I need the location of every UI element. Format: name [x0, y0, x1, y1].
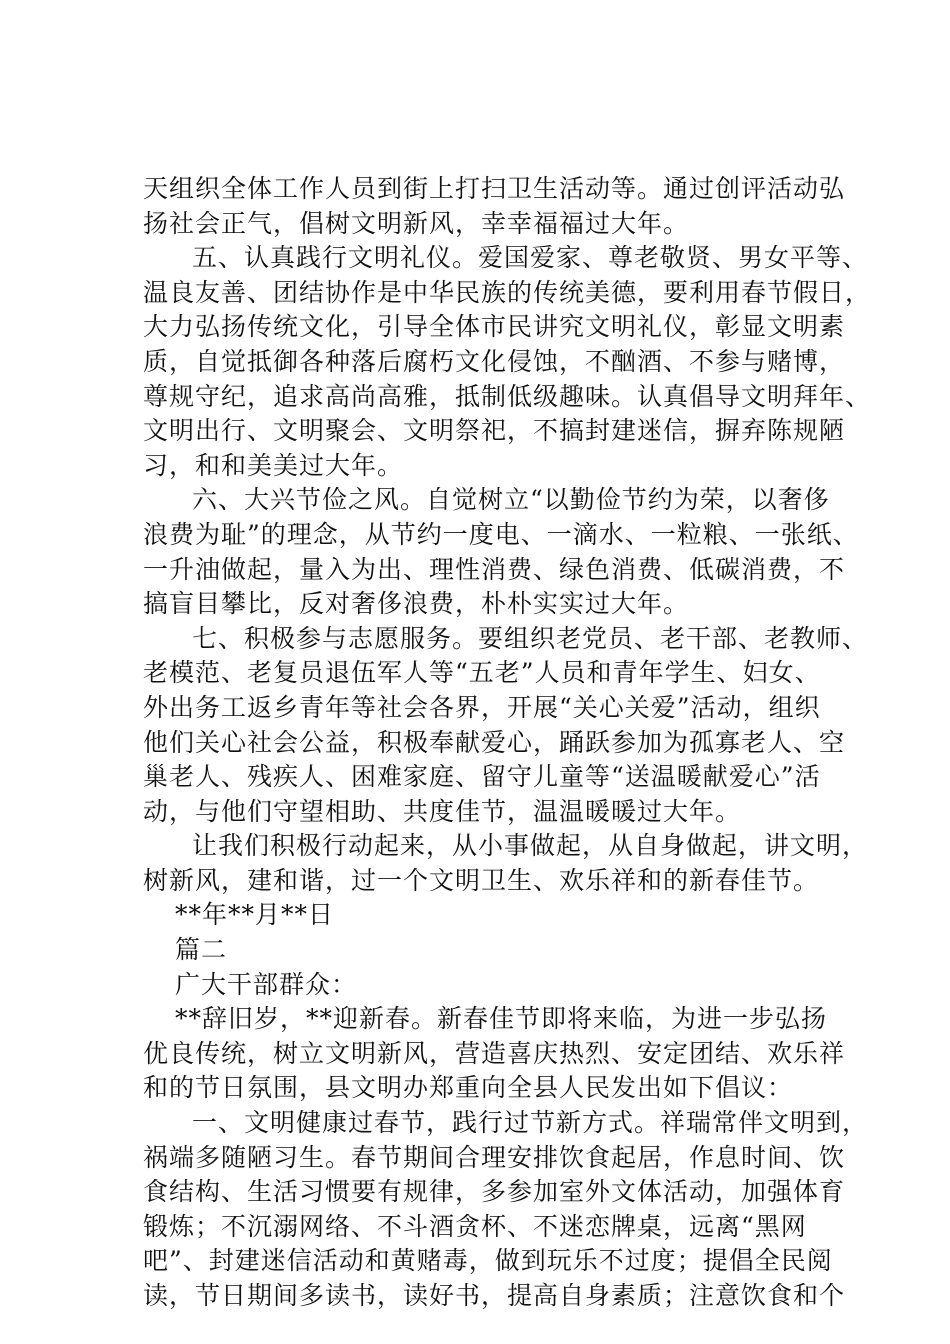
text-line: 和的节日氛围，县文明办郑重向全县人民发出如下倡议： — [143, 1073, 794, 1103]
text-line: 锻炼；不沉溺网络、不斗酒贪杯、不迷恋牌桌，远离“黑网 — [143, 1211, 807, 1241]
closing-paragraph-start: 让我们积极行动起来，从小事做起，从自身做起，讲文明， — [192, 831, 869, 861]
text-line: 搞盲目攀比，反对奢侈浪费，朴朴实实过大年。 — [143, 589, 690, 619]
paragraph-five-start: 五、认真践行文明礼仪。爱国爱家、尊老敬贤、男女平等、 — [192, 243, 869, 273]
text-line: 吧”、封建迷信活动和黄赌毒，做到玩乐不过度；提倡全民阅 — [143, 1246, 833, 1276]
salutation: 广大干部群众： — [175, 969, 358, 999]
text-line: 老模范、老复员退伍军人等“五老”人员和青年学生、妇女、 — [143, 658, 821, 688]
text-line: 一升油做起，量入为出、理性消费、绿色消费、低碳消费，不 — [143, 554, 846, 584]
text-line: 外出务工返乡青年等社会各界，开展“关心关爱”活动，组织 — [143, 692, 821, 722]
text-line: 动，与他们守望相助、共度佳节，温温暖暖过大年。 — [143, 796, 742, 826]
text-line: 大力弘扬传统文化，引导全体市民讲究文明礼仪，彰显文明素 — [143, 312, 846, 342]
date-line: **年**月**日 — [175, 900, 335, 930]
text-line: 尊规守纪，追求高尚高雅，抵制低级趣味。认真倡导文明拜年、 — [143, 381, 872, 411]
text-line: 优良传统，树立文明新风，营造喜庆热烈、安定团结、欢乐祥 — [143, 1038, 846, 1068]
paragraph-seven-start: 七、积极参与志愿服务。要组织老党员、老干部、老教师、 — [192, 623, 869, 653]
text-line: 食结构、生活习惯要有规律，多参加室外文体活动，加强体育 — [143, 1177, 846, 1207]
text-line: 读，节日期间多读书，读好书，提高自身素质；注意饮食和个 — [143, 1281, 846, 1310]
paragraph-six-start: 六、大兴节俭之风。自觉树立“以勤俭节约为荣，以奢侈 — [192, 485, 830, 515]
intro-paragraph-start: **辞旧岁，**迎新春。新春佳节即将来临，为进一步弘扬 — [175, 1004, 828, 1034]
text-line: 天组织全体工作人员到街上打扫卫生活动等。通过创评活动弘 — [143, 174, 846, 203]
text-line: 巢老人、残疾人、困难家庭、留守儿童等“送温暖献爱心”活 — [143, 762, 821, 792]
text-line: 浪费为耻”的理念，从节约一度电、一滴水、一粒粮、一张纸、 — [143, 519, 859, 549]
text-line: 他们关心社会公益，积极奉献爱心，踊跃参加为孤寡老人、空 — [143, 727, 846, 757]
text-line: 习，和和美美过大年。 — [143, 450, 404, 480]
text-line: 树新风，建和谐，过一个文明卫生、欢乐祥和的新春佳节。 — [143, 865, 820, 895]
text-line: 祸端多随陋习生。春节期间合理安排饮食起居，作息时间、饮 — [143, 1142, 846, 1172]
section-heading: 篇二 — [175, 935, 228, 965]
item-one-start: 一、文明健康过春节，践行过节新方式。祥瑞常伴文明到， — [192, 1108, 869, 1138]
text-line: 扬社会正气，倡树文明新风，幸幸福福过大年。 — [143, 208, 690, 238]
text-line: 温良友善、团结协作是中华民族的传统美德，要利用春节假日， — [143, 277, 872, 307]
text-line: 质，自觉抵御各种落后腐朽文化侵蚀，不酗酒、不参与赌博， — [143, 346, 846, 376]
document-body — [143, 172, 872, 1314]
text-line: 文明出行、文明聚会、文明祭祀，不搞封建迷信，摒弃陈规陋 — [143, 416, 846, 446]
